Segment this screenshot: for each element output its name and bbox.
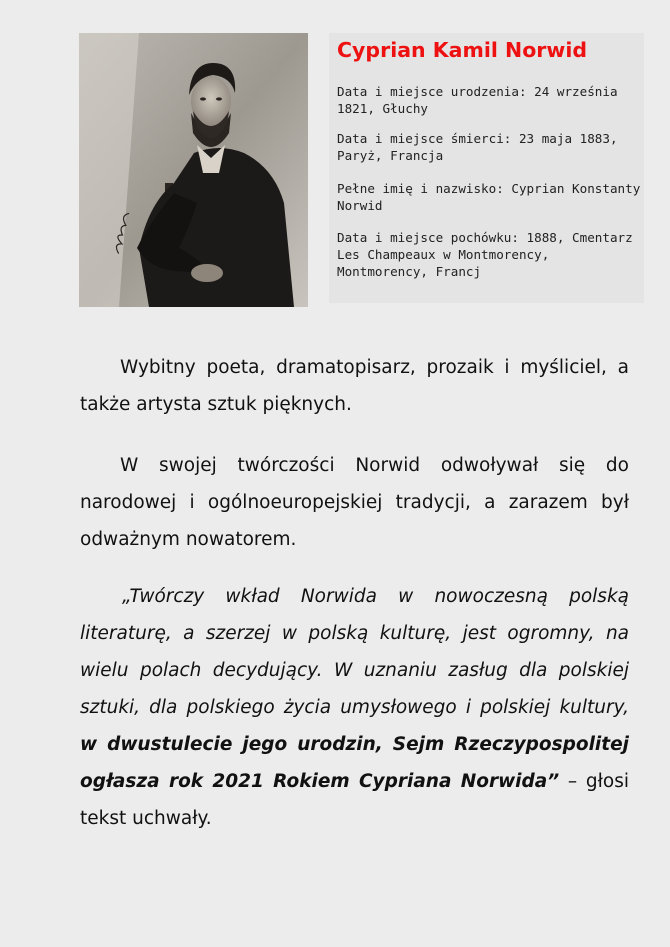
paragraph-tradition: W swojej twórczości Norwid odwoływał się do narodowej i ogólnoeuropejskiej tradycji, a zarazem był odważnym nowatorem. [80,455,629,550]
paragraph-intro: Wybitny poeta, dramatopisarz, prozaik i myśliciel, a także artysta sztuk pięknych. [80,357,629,415]
death-info: Data i miejsce śmierci: 23 maja 1883, Paryż, Francja [337,131,618,163]
quote-source: – głosi tekst uchwały. [80,771,630,829]
quote-text: „Twórczy wkład Norwida w nowoczesną polską literaturę, a szerzej w polską kulturę, jest ogromny, na wielu polach decydujący. W uznaniu zasług dla polskiej sztuki, dla polskiego życia umysłowego i polskiej kultury, [80,586,629,718]
person-name: Cyprian Kamil Norwid [337,38,588,62]
full-name-info: Pełne imię i nazwisko: Cyprian Konstanty Norwid [337,181,641,213]
burial-info: Data i miejsce pochówku: 1888, Cmentarz Les Champeaux w Montmorency, Montmorency, Francj [337,230,633,279]
portrait-photo [79,33,308,307]
quote-bold-text: w dwustulecie jego urodzin, Sejm Rzeczypospolitej ogłasza rok 2021 Rokiem Cypriana Norwida” [80,734,629,792]
paragraph-quote [80,578,629,837]
birth-info: Data i miejsce urodzenia: 24 września 1821, Głuchy [337,84,618,116]
